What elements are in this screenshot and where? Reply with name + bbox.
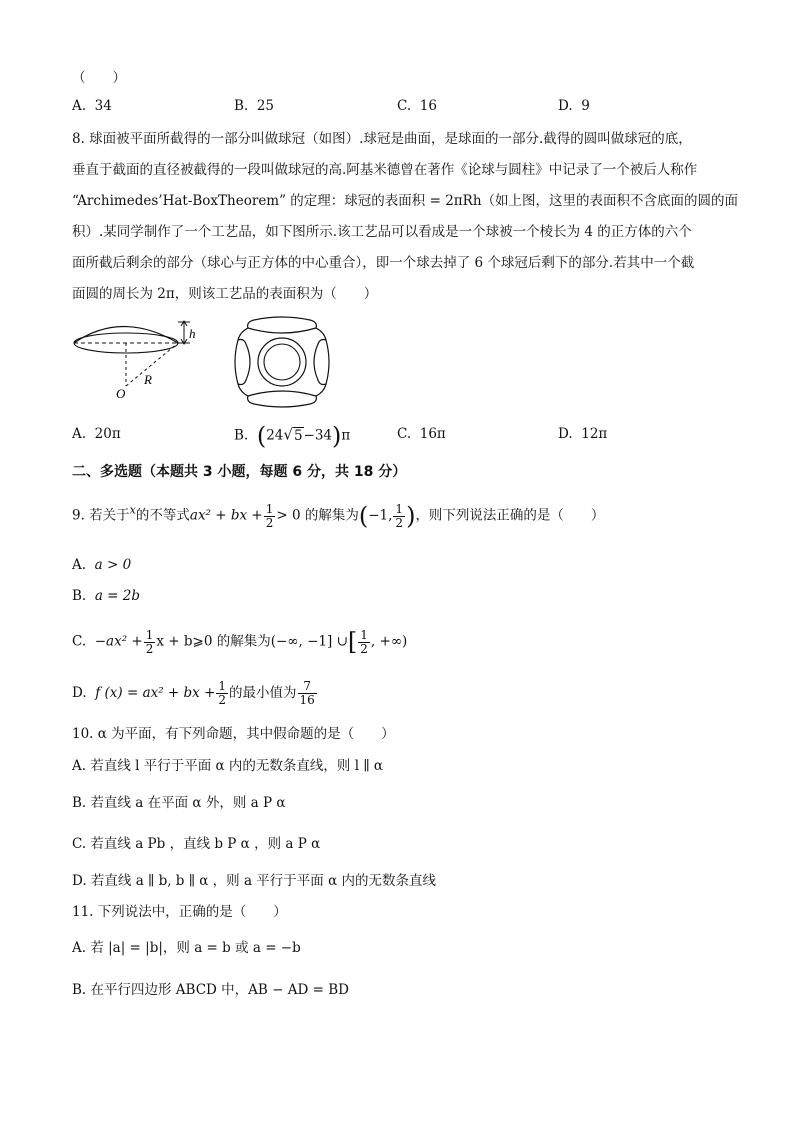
q10-option-c: C. 若直线 a Pb ，直线 b P α ，则 a P α xyxy=(72,836,321,852)
label-r: R xyxy=(144,372,152,387)
q11-option-a: A. 若 |a| = |b|，则 a = b 或 a = −b xyxy=(72,940,301,956)
q9-option-d: D. f (x) = ax² + bx + $\frac{1}{2}$ 的最小值为 $\frac{7}{16}$ xyxy=(72,679,315,707)
q8-line-2: 垂直于截面的直径被截得的一段叫做球冠的高.阿基米德曾在著作《论球与圆柱》中记录了一个被后人称作 xyxy=(72,162,698,178)
q9-stem: 9. 若关于$^x$的不等式ax² + bx + $\frac{1}{2}$ > 0 的解集为(−1, $\frac{1}{2}$ )，则下列说法正确的是（ ） xyxy=(72,501,605,530)
prev-option-a: A. 34 xyxy=(72,98,112,114)
q10-option-a: A. 若直线 l 平行于平面 α 内的无数条直线，则 l ∥ α xyxy=(72,758,383,774)
q8-line-3: “Archimedes’Hat-BoxTheorem” 的定理：球冠的表面积 = 2πRh（如上图，这里的表面积不含底面的圆的面 xyxy=(72,193,739,209)
spherical-cap-figure xyxy=(66,316,206,406)
q8-line-6: 面圆的周长为 2π，则该工艺品的表面积为（ ） xyxy=(72,286,378,302)
q11-stem: 11. 下列说法中，正确的是（ ） xyxy=(72,904,287,920)
q9-option-b: B. a = 2b xyxy=(72,588,140,604)
q10-option-d: D. 若直线 a ∥ b, b ∥ α ，则 a 平行于平面 α 内的无数条直线 xyxy=(72,873,437,889)
q8-option-d: D. 12π xyxy=(558,426,608,442)
q8-option-c: C. 16π xyxy=(397,426,446,442)
q8-option-a: A. 20π xyxy=(72,426,121,442)
q11-option-b: B. 在平行四边形 ABCD 中，AB − AD = BD xyxy=(72,982,349,998)
prev-question-paren: （ ） xyxy=(72,70,126,86)
q10-stem: 10. α 为平面，有下列命题，其中假命题的是（ ） xyxy=(72,726,395,742)
label-h: h xyxy=(189,326,196,341)
q8-line-1: 8. 球面被平面所截得的一部分叫做球冠（如图）.球冠是曲面，是球面的一部分.截得的圆叫做球冠的底， xyxy=(72,131,692,147)
prev-option-b: B. 25 xyxy=(234,98,274,114)
section-heading: 二、多选题（本题共 3 小题，每题 6 分，共 18 分） xyxy=(72,464,407,480)
prev-option-d: D. 9 xyxy=(558,98,590,114)
q9-option-c: C. −ax² + $\frac{1}{2}$ x + b⩾0 的解集为(−∞, −1] ∪[ $\frac{1}{2}$ , +∞) xyxy=(72,627,408,656)
label-o: O xyxy=(116,386,126,401)
q10-option-b: B. 若直线 a 在平面 α 外，则 a P α xyxy=(72,795,286,811)
craft-figure xyxy=(232,314,332,410)
q9-option-a: A. a > 0 xyxy=(72,557,132,573)
q8-line-4: 积）.某同学制作了一个工艺品，如下图所示.该工艺品可以看成是一个球被一个棱长为 4 的正方体的六个 xyxy=(72,224,692,240)
prev-option-c: C. 16 xyxy=(397,98,437,114)
q8-line-5: 面所截后剩余的部分（球心与正方体的中心重合），即一个球去掉了 6 个球冠后剩下的部分.若其中一个截 xyxy=(72,255,695,271)
q8-option-b: B. (24√5−34)π xyxy=(234,422,351,450)
